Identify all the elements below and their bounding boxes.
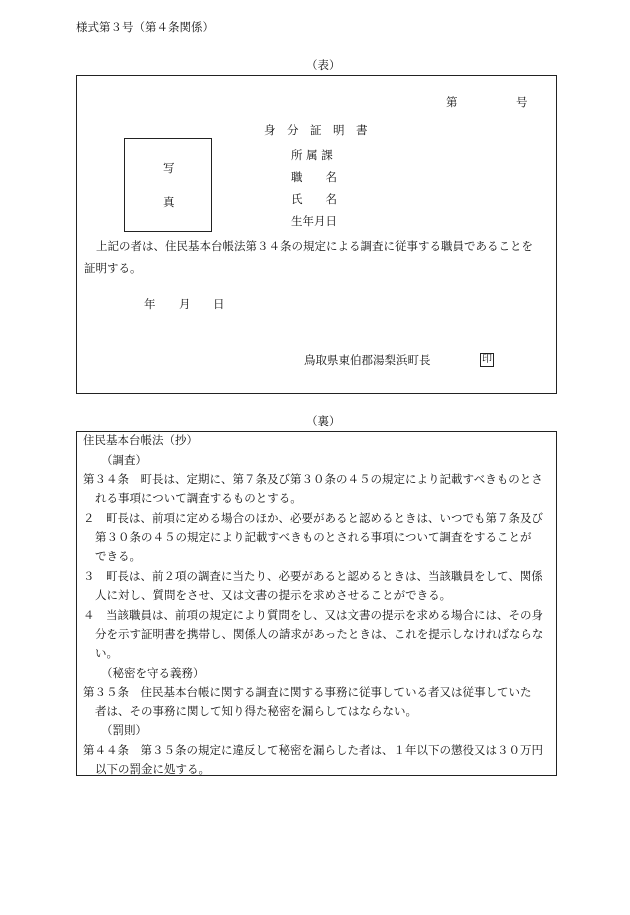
field-birthdate: 生年月日 bbox=[291, 214, 337, 228]
article-34-line-1: 第３４条 町長は、定期に、第７条及び第３０条の４５の規定により記載すべきものとさ bbox=[83, 472, 543, 486]
heading-penalty: （罰則） bbox=[101, 723, 147, 737]
certificate-title: 身 分 証 明 書 bbox=[264, 123, 368, 137]
certification-text-line-1: 上記の者は、住民基本台帳法第３４条の規定による調査に従事する職員であることを bbox=[96, 239, 533, 253]
article-34-para-2-line-1: ２ 町長は、前項に定める場合のほか、必要があると認めるときは、いつでも第７条及び bbox=[83, 511, 543, 525]
article-34-para-4-line-1: ４ 当該職員は、前項の規定により質問をし、又は文書の提示を求める場合には、その身 bbox=[83, 608, 543, 622]
field-name: 氏 名 bbox=[291, 192, 337, 206]
field-position: 職 名 bbox=[291, 170, 337, 184]
heading-survey: （調査） bbox=[101, 453, 147, 467]
photo-box bbox=[124, 138, 212, 232]
front-section-label: （表） bbox=[306, 58, 341, 72]
article-34-para-3-line-1: ３ 町長は、前２項の調査に当たり、必要があると認めるときは、当該職員をして、関係 bbox=[83, 569, 543, 583]
form-label: 様式第３号（第４条関係） bbox=[76, 20, 214, 34]
article-34-para-2-line-2: 第３０条の４５の規定により記載すべきものとされる事項について調査をすることが bbox=[95, 530, 532, 544]
article-34-line-2: れる事項について調査するものとする。 bbox=[95, 491, 302, 505]
photo-label-2: 真 bbox=[163, 195, 175, 209]
number-suffix: 号 bbox=[516, 95, 528, 109]
date-day: 日 bbox=[213, 297, 225, 311]
article-34-para-2-line-3: できる。 bbox=[95, 549, 141, 563]
article-34-para-3-line-2: 人に対し、質問をさせ、又は文書の提示を求めさせることができる。 bbox=[95, 588, 452, 602]
article-44-line-1: 第４４条 第３５条の規定に違反して秘密を漏らした者は、１年以下の懲役又は３０万円 bbox=[83, 743, 543, 757]
article-35-line-1: 第３５条 住民基本台帳に関する調査に関する事務に従事している者又は従事していた bbox=[83, 685, 532, 699]
photo-label-1: 写 bbox=[163, 161, 175, 175]
number-prefix: 第 bbox=[446, 95, 458, 109]
law-title: 住民基本台帳法（抄） bbox=[83, 433, 198, 447]
date-year: 年 bbox=[144, 297, 156, 311]
article-34-para-4-line-2: 分を示す証明書を携帯し、関係人の請求があったときは、これを提示しなければならな bbox=[95, 627, 544, 641]
date-month: 月 bbox=[179, 297, 191, 311]
seal-stamp: 印 bbox=[482, 354, 492, 365]
issuer: 鳥取県東伯郡湯梨浜町長 bbox=[304, 353, 431, 367]
article-34-para-4-line-3: い。 bbox=[95, 646, 118, 660]
heading-confidentiality: （秘密を守る義務） bbox=[101, 666, 205, 680]
field-department: 所 属 課 bbox=[291, 148, 333, 162]
certification-text-line-2: 証明する。 bbox=[84, 261, 142, 275]
back-section-label: （裏） bbox=[306, 414, 341, 428]
article-44-line-2: 以下の罰金に処する。 bbox=[95, 762, 210, 776]
article-35-line-2: 者は、その事務に関して知り得た秘密を漏らしてはならない。 bbox=[95, 704, 417, 718]
